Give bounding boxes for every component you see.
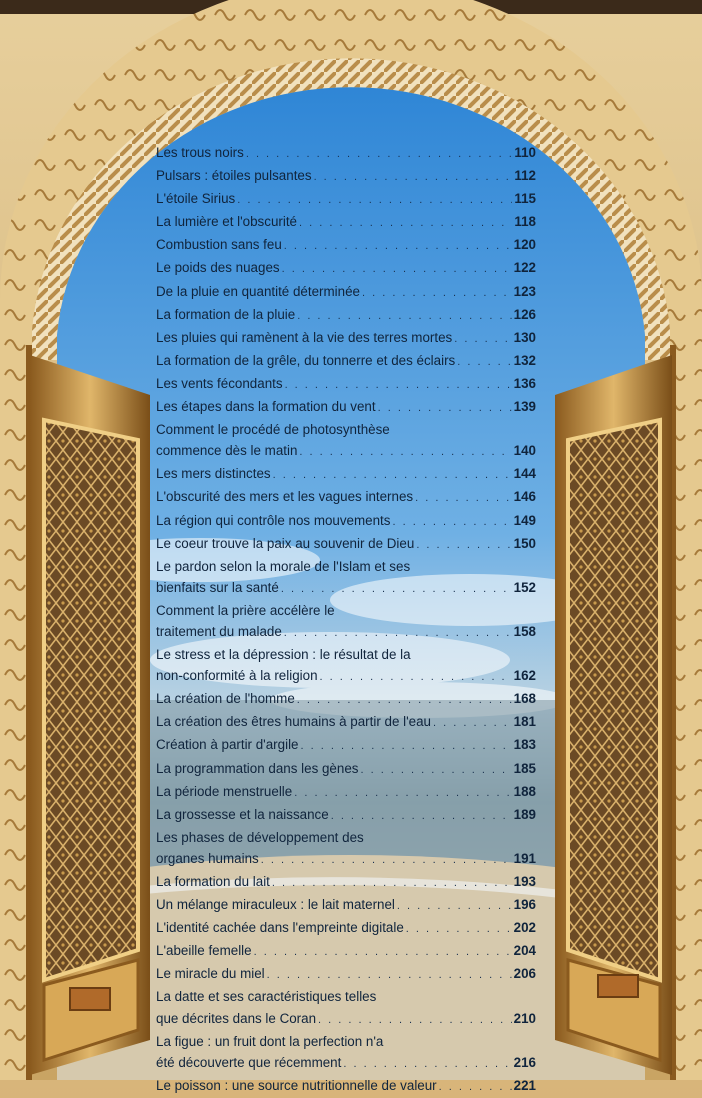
toc-leader-dots — [267, 965, 512, 986]
toc-entry — [156, 373, 536, 396]
toc-page-number: 122 — [513, 260, 536, 276]
toc-entry — [156, 781, 536, 804]
right-door — [555, 355, 672, 1075]
toc-entry-title-line1: Comment le procédé de photosynthèse — [156, 422, 390, 438]
toc-leader-dots — [454, 329, 511, 350]
toc-entry-title: été découverte que récemment — [156, 1054, 342, 1070]
toc-leader-dots — [392, 512, 511, 533]
toc-entry — [156, 917, 536, 940]
toc-entry — [156, 804, 536, 827]
toc-leader-dots — [320, 667, 512, 688]
toc-entry — [156, 165, 536, 188]
toc-leader-dots — [282, 259, 512, 280]
toc-entry — [156, 1031, 536, 1075]
toc-entry-title-line1: Comment la prière accélère le — [156, 602, 335, 618]
toc-entry — [156, 142, 536, 165]
toc-leader-dots — [362, 283, 512, 304]
toc-page-number: 118 — [514, 214, 536, 230]
toc-entry — [156, 281, 536, 304]
toc-entry-title: que décrites dans le Coran — [156, 1010, 317, 1026]
toc-page-number: 150 — [513, 535, 536, 551]
toc-leader-dots — [318, 1010, 512, 1031]
toc-entry-title: La lumière et l'obscurité — [156, 214, 297, 230]
toc-page-number: 130 — [513, 329, 536, 345]
toc-page-number: 181 — [513, 714, 536, 730]
toc-entry-title: Un mélange miraculeux : le lait maternel — [156, 897, 395, 913]
toc-page-number: 216 — [513, 1054, 536, 1070]
toc-page-number: 183 — [513, 737, 536, 753]
toc-entry — [156, 600, 536, 644]
toc-page-number: 123 — [513, 283, 536, 299]
toc-page-number: 210 — [513, 1010, 536, 1026]
toc-leader-dots — [433, 713, 512, 734]
toc-leader-dots — [397, 896, 512, 917]
toc-page-number: 136 — [513, 375, 536, 391]
toc-entry-title: L'étoile Sirius — [156, 191, 236, 207]
toc-page-number: 185 — [513, 760, 536, 776]
toc-entry-title: Pulsars : étoiles pulsantes — [156, 168, 312, 184]
toc-leader-dots — [261, 850, 512, 871]
toc-entry — [156, 556, 536, 600]
toc-entry-title: La formation de la grêle, du tonnerre et des éclairs — [156, 352, 456, 368]
toc-leader-dots — [254, 942, 512, 963]
toc-page-number: 115 — [514, 191, 536, 207]
toc-entry-title: L'abeille femelle — [156, 943, 252, 959]
toc-entry-title: La formation de la pluie — [156, 306, 296, 322]
toc-leader-dots — [343, 1054, 511, 1075]
toc-page-number: 162 — [513, 668, 536, 684]
toc-entry — [156, 711, 536, 734]
toc-page-number: 168 — [513, 691, 536, 707]
toc-entry — [156, 396, 536, 419]
table-of-contents — [156, 142, 536, 1098]
toc-entry-title: La programmation dans les gènes — [156, 760, 359, 776]
toc-entry-title: Le poisson : une source nutritionnelle de valeur — [156, 1077, 437, 1093]
toc-entry — [156, 986, 536, 1030]
toc-entry-title-line1: Le pardon selon la morale de l'Islam et ses — [156, 558, 411, 574]
toc-page-number: 152 — [513, 579, 536, 595]
toc-leader-dots — [284, 623, 512, 644]
toc-page-number: 140 — [513, 443, 536, 459]
toc-page-number: 202 — [513, 920, 536, 936]
toc-entry — [156, 211, 536, 234]
toc-entry-title-line1: Le stress et la dépression : le résultat de la — [156, 647, 411, 663]
toc-page-number: 221 — [513, 1077, 536, 1093]
toc-leader-dots — [281, 579, 512, 600]
toc-entry-title: La grossesse et la naissance — [156, 806, 329, 822]
toc-leader-dots — [285, 375, 512, 396]
toc-leader-dots — [415, 488, 512, 509]
toc-page-number: 158 — [513, 623, 536, 639]
toc-leader-dots — [297, 690, 512, 711]
toc-page-number: 144 — [513, 466, 536, 482]
toc-page-number: 193 — [513, 874, 536, 889]
toc-leader-dots — [297, 306, 511, 327]
toc-page-number: 189 — [513, 806, 536, 822]
toc-entry-title: La période menstruelle — [156, 783, 293, 799]
toc-entry-title: Les pluies qui ramènent à la vie des terres mortes — [156, 329, 453, 345]
toc-entry — [156, 871, 536, 894]
toc-page-number: 120 — [513, 237, 536, 253]
toc-leader-dots — [331, 806, 512, 827]
toc-leader-dots — [294, 783, 511, 804]
toc-entry-title-line1: La figue : un fruit dont la perfection n'a — [156, 1033, 384, 1049]
toc-leader-dots — [284, 236, 512, 257]
toc-entry — [156, 510, 536, 533]
toc-entry — [156, 304, 536, 327]
toc-entry — [156, 234, 536, 257]
toc-entry-title: La création des êtres humains à partir de l'eau — [156, 714, 431, 730]
toc-page-number: 204 — [513, 943, 536, 959]
toc-entry — [156, 533, 536, 556]
toc-leader-dots — [299, 213, 512, 234]
toc-leader-dots — [360, 760, 511, 781]
toc-leader-dots — [301, 736, 512, 757]
toc-entry-title: organes humains — [156, 850, 259, 866]
toc-page-number: 149 — [513, 512, 536, 528]
toc-entry — [156, 758, 536, 781]
toc-page-number: 206 — [513, 966, 536, 982]
toc-entry — [156, 1075, 536, 1098]
toc-leader-dots — [273, 465, 512, 486]
toc-leader-dots — [246, 144, 513, 165]
toc-entry — [156, 644, 536, 688]
toc-page-number: 191 — [513, 850, 536, 866]
toc-page-number: 112 — [514, 168, 536, 184]
toc-entry — [156, 894, 536, 917]
toc-leader-dots — [299, 442, 511, 463]
toc-entry — [156, 327, 536, 350]
toc-leader-dots — [314, 167, 513, 188]
toc-entry-title: La formation du lait — [156, 874, 270, 889]
toc-entry — [156, 463, 536, 486]
toc-entry — [156, 257, 536, 280]
toc-entry-title: Les vents fécondants — [156, 375, 283, 391]
toc-entry — [156, 419, 536, 463]
toc-entry-title: Le coeur trouve la paix au souvenir de Dieu — [156, 535, 415, 551]
toc-leader-dots — [457, 352, 511, 373]
toc-page-number: 196 — [513, 897, 536, 913]
toc-entry — [156, 963, 536, 986]
toc-page-number: 126 — [513, 306, 536, 322]
toc-leader-dots — [237, 190, 512, 211]
left-door — [30, 355, 150, 1075]
toc-entry-title: non-conformité à la religion — [156, 668, 318, 684]
toc-entry-title: La création de l'homme — [156, 691, 295, 707]
toc-page-number: 132 — [513, 352, 536, 368]
toc-entry-title: traitement du malade — [156, 623, 282, 639]
toc-entry-title: Combustion sans feu — [156, 237, 282, 253]
toc-leader-dots — [406, 919, 512, 940]
toc-entry — [156, 827, 536, 871]
toc-page-number: 139 — [513, 399, 536, 415]
toc-page-number: 146 — [513, 489, 536, 505]
toc-leader-dots — [416, 535, 511, 556]
toc-entry-title: L'identité cachée dans l'empreinte digitale — [156, 920, 404, 936]
toc-leader-dots — [439, 1077, 512, 1098]
toc-entry-title-line1: La datte et ses caractéristiques telles — [156, 989, 377, 1005]
toc-entry-title: commence dès le matin — [156, 443, 298, 459]
toc-entry-title: La région qui contrôle nos mouvements — [156, 512, 391, 528]
toc-entry — [156, 188, 536, 211]
toc-entry — [156, 734, 536, 757]
toc-entry-title: Le poids des nuages — [156, 260, 280, 276]
toc-entry-title-line1: Les phases de développement des — [156, 829, 364, 845]
toc-entry-title: Les étapes dans la formation du vent — [156, 399, 376, 415]
toc-entry — [156, 486, 536, 509]
toc-entry — [156, 688, 536, 711]
toc-entry — [156, 940, 536, 963]
toc-leader-dots — [272, 873, 512, 894]
toc-entry-title: bienfaits sur la santé — [156, 579, 279, 595]
toc-entry-title: Les trous noirs — [156, 145, 244, 160]
toc-page-number: 110 — [514, 145, 536, 160]
toc-leader-dots — [378, 398, 512, 419]
toc-entry-title: De la pluie en quantité déterminée — [156, 283, 360, 299]
toc-entry-title: L'obscurité des mers et les vagues internes — [156, 489, 414, 505]
toc-page-number: 188 — [513, 783, 536, 799]
toc-entry-title: Création à partir d'argile — [156, 737, 299, 753]
toc-entry — [156, 350, 536, 373]
toc-entry-title: Le miracle du miel — [156, 966, 265, 982]
toc-entry-title: Les mers distinctes — [156, 466, 271, 482]
